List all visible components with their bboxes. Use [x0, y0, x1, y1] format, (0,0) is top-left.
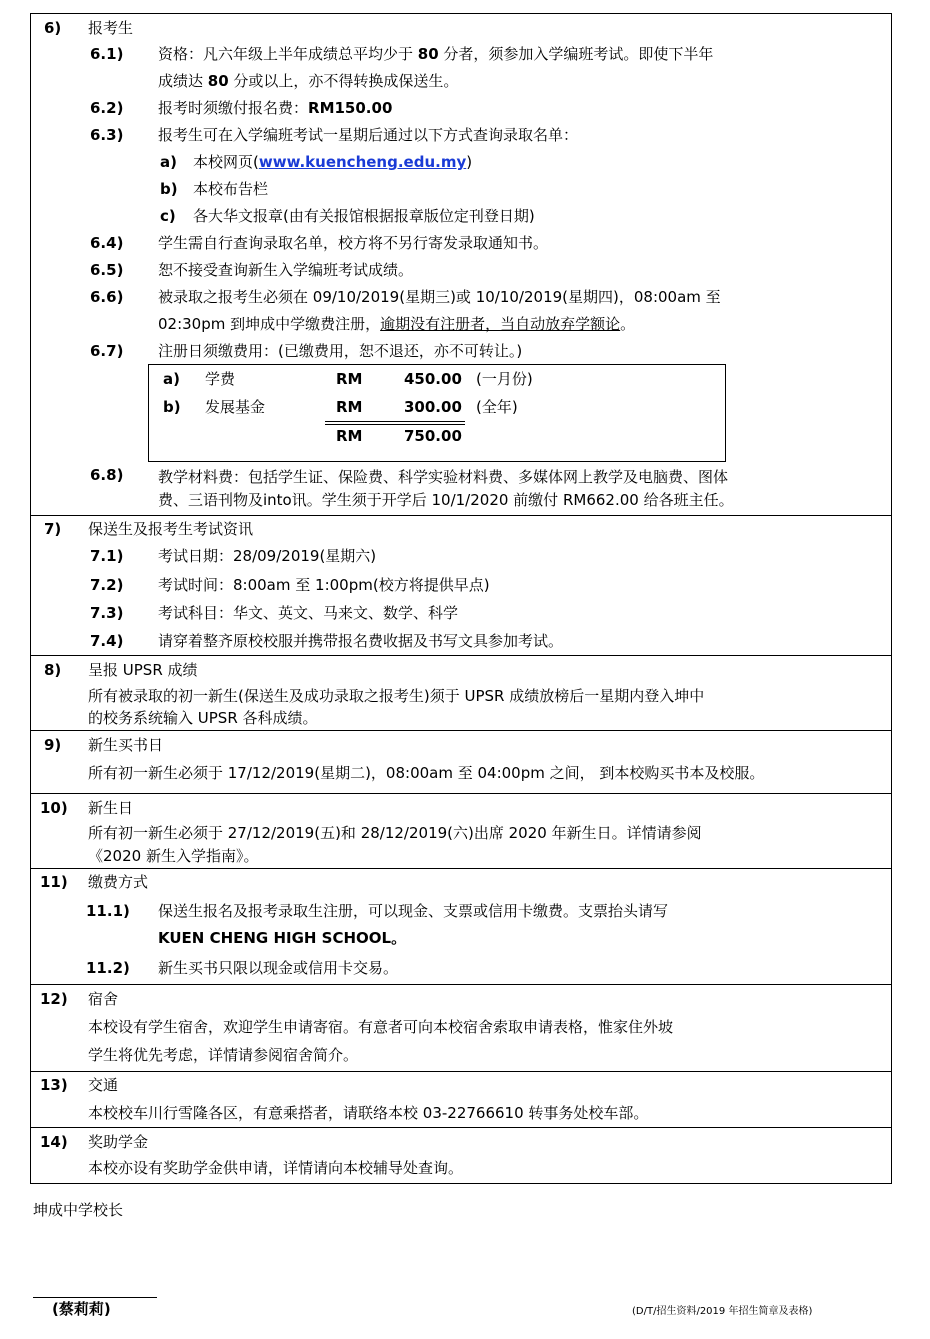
fee-row-2-currency: RM — [336, 398, 363, 416]
section-8-line-1: 所有被录取的初一新生(保送生及成功录取之报考生)须于 UPSR 成绩放榜后一星期内登入坤中 — [88, 687, 705, 705]
principal-name: (蔡莉莉) — [52, 1300, 111, 1318]
sub-c-text: 各大华文报章(由有关报馆根据报章版位定刊登日期) — [193, 207, 535, 225]
section-12-number: 12) — [40, 990, 68, 1008]
section-13-line-1: 本校校车川行雪隆各区，有意乘搭者，请联络本校 03-22766610 转事务处校车部。 — [88, 1104, 649, 1122]
section-7-title: 保送生及报考生考试资讯 — [88, 520, 254, 538]
sub-b-text: 本校布告栏 — [193, 180, 269, 198]
sub-b-label: b) — [160, 180, 178, 198]
section-9-title: 新生买书日 — [88, 736, 164, 754]
item-11-2-text: 新生买书只限以现金或信用卡交易。 — [158, 959, 399, 977]
item-6-7-text: 注册日须缴费用：(已缴费用，恕不退还，亦不可转让。) — [158, 342, 523, 360]
item-6-3-text: 报考生可在入学编班考试一星期后通过以下方式查询录取名单： — [158, 126, 579, 144]
section-10-line-2: 《2020 新生入学指南》。 — [88, 847, 259, 865]
fee-row-1-name: 学费 — [205, 370, 236, 388]
section-8-number: 8) — [44, 661, 62, 679]
section-14-number: 14) — [40, 1133, 68, 1151]
document-path-footer: (D/T/招生资料/2019 年招生简章及表格) — [632, 1306, 813, 1317]
item-7-2-text: 考试时间：8:00am 至 1:00pm(校方将提供早点) — [158, 576, 490, 594]
section-12-line-1: 本校设有学生宿舍，欢迎学生申请寄宿。有意者可向本校宿舍索取申请表格，惟家住外坡 — [88, 1018, 674, 1036]
item-6-1-number: 6.1) — [90, 45, 124, 63]
item-11-1-line-2: KUEN CHENG HIGH SCHOOL。 — [158, 929, 407, 947]
item-11-1-line-1: 保送生报名及报考录取生注册，可以现金、支票或信用卡缴费。支票抬头请写 — [158, 902, 669, 920]
section-8-title: 呈报 UPSR 成绩 — [88, 661, 198, 679]
section-6-number: 6) — [44, 19, 62, 37]
section-10-number: 10) — [40, 799, 68, 817]
section-12-line-2: 学生将优先考虑，详情请参阅宿舍简介。 — [88, 1046, 359, 1064]
item-6-6-line-2: 02:30pm 到坤成中学缴费注册，逾期没有注册者，当自动放弃学额论。 — [158, 315, 636, 333]
section-13-title: 交通 — [88, 1076, 119, 1094]
fee-total-amount: 750.00 — [404, 427, 462, 445]
item-6-1-line-1: 资格：凡六年级上半年成绩总平均少于 80 分者，须参加入学编班考试。即使下半年 — [158, 45, 714, 63]
item-7-4-text: 请穿着整齐原校校服并携带报名费收据及书写文具参加考试。 — [158, 632, 564, 650]
item-7-3-text: 考试科目：华文、英文、马来文、数学、科学 — [158, 604, 459, 622]
item-7-1-text: 考试日期：28/09/2019(星期六) — [158, 547, 377, 565]
item-6-6-number: 6.6) — [90, 288, 124, 306]
section-11-title: 缴费方式 — [88, 873, 149, 891]
section-14-title: 奖助学金 — [88, 1133, 149, 1151]
section-7-number: 7) — [44, 520, 62, 538]
fee-total-currency: RM — [336, 427, 363, 445]
fee-row-1-note: (一月份) — [476, 370, 533, 388]
item-6-2-text: 报考时须缴付报名费：RM150.00 — [158, 99, 393, 117]
section-12-title: 宿舍 — [88, 990, 119, 1008]
principal-title: 坤成中学校长 — [33, 1201, 124, 1219]
item-6-2-number: 6.2) — [90, 99, 124, 117]
item-6-5-text: 恕不接受查询新生入学编班考试成绩。 — [158, 261, 414, 279]
total-line-top — [325, 421, 465, 422]
item-6-4-text: 学生需自行查询录取名单，校方将不另行寄发录取通知书。 — [158, 234, 549, 252]
fee-row-1-currency: RM — [336, 370, 363, 388]
school-website-link[interactable]: www.kuencheng.edu.my — [258, 153, 467, 171]
item-7-2-number: 7.2) — [90, 576, 124, 594]
fee-row-2-name: 发展基金 — [205, 398, 266, 416]
item-6-7-number: 6.7) — [90, 342, 124, 360]
signature-line — [33, 1297, 157, 1298]
sub-c-label: c) — [160, 207, 176, 225]
section-14-line-1: 本校亦设有奖助学金供申请，详情请向本校辅导处查询。 — [88, 1159, 464, 1177]
item-6-5-number: 6.5) — [90, 261, 124, 279]
fee-row-2-label: b) — [163, 398, 181, 416]
item-6-8-line-2: 费、三语刊物及into讯。学生须于开学后 10/1/2020 前缴付 RM662.00 给各班主任。 — [158, 491, 734, 509]
section-10-line-1: 所有初一新生必须于 27/12/2019(五)和 28/12/2019(六)出席 2020 年新生日。详情请参阅 — [88, 824, 702, 842]
item-7-1-number: 7.1) — [90, 547, 124, 565]
section-9-number: 9) — [44, 736, 62, 754]
section-13-number: 13) — [40, 1076, 68, 1094]
fee-row-2-note: (全年) — [476, 398, 518, 416]
item-6-4-number: 6.4) — [90, 234, 124, 252]
section-11-number: 11) — [40, 873, 68, 891]
item-6-8-line-1: 教学材料费：包括学生证、保险费、科学实验材料费、多媒体网上教学及电脑费、图体 — [158, 468, 729, 486]
item-6-3-number: 6.3) — [90, 126, 124, 144]
item-6-6-line-1: 被录取之报考生必须在 09/10/2019(星期三)或 10/10/2019(星期四)，08:00am 至 — [158, 288, 721, 306]
item-6-8-number: 6.8) — [90, 466, 124, 484]
sub-a-label: a) — [160, 153, 177, 171]
section-10-title: 新生日 — [88, 799, 134, 817]
section-9-line-1: 所有初一新生必须于 17/12/2019(星期二)，08:00am 至 04:00pm 之间， 到本校购买书本及校服。 — [88, 764, 765, 782]
fee-row-1-label: a) — [163, 370, 180, 388]
total-line-bottom — [325, 424, 465, 425]
sub-a-text: 本校网页(www.kuencheng.edu.my) — [193, 153, 473, 171]
fee-row-1-amount: 450.00 — [404, 370, 462, 388]
section-6-title: 报考生 — [88, 19, 134, 37]
late-registration-warning: 逾期没有注册者，当自动放弃学额论 — [380, 315, 621, 333]
section-8-line-2: 的校务系统输入 UPSR 各科成绩。 — [88, 709, 318, 727]
item-6-1-line-2: 成绩达 80 分或以上，亦不得转换成保送生。 — [158, 72, 459, 90]
item-7-3-number: 7.3) — [90, 604, 124, 622]
item-11-2-number: 11.2) — [86, 959, 130, 977]
item-11-1-number: 11.1) — [86, 902, 130, 920]
item-7-4-number: 7.4) — [90, 632, 124, 650]
fee-row-2-amount: 300.00 — [404, 398, 462, 416]
